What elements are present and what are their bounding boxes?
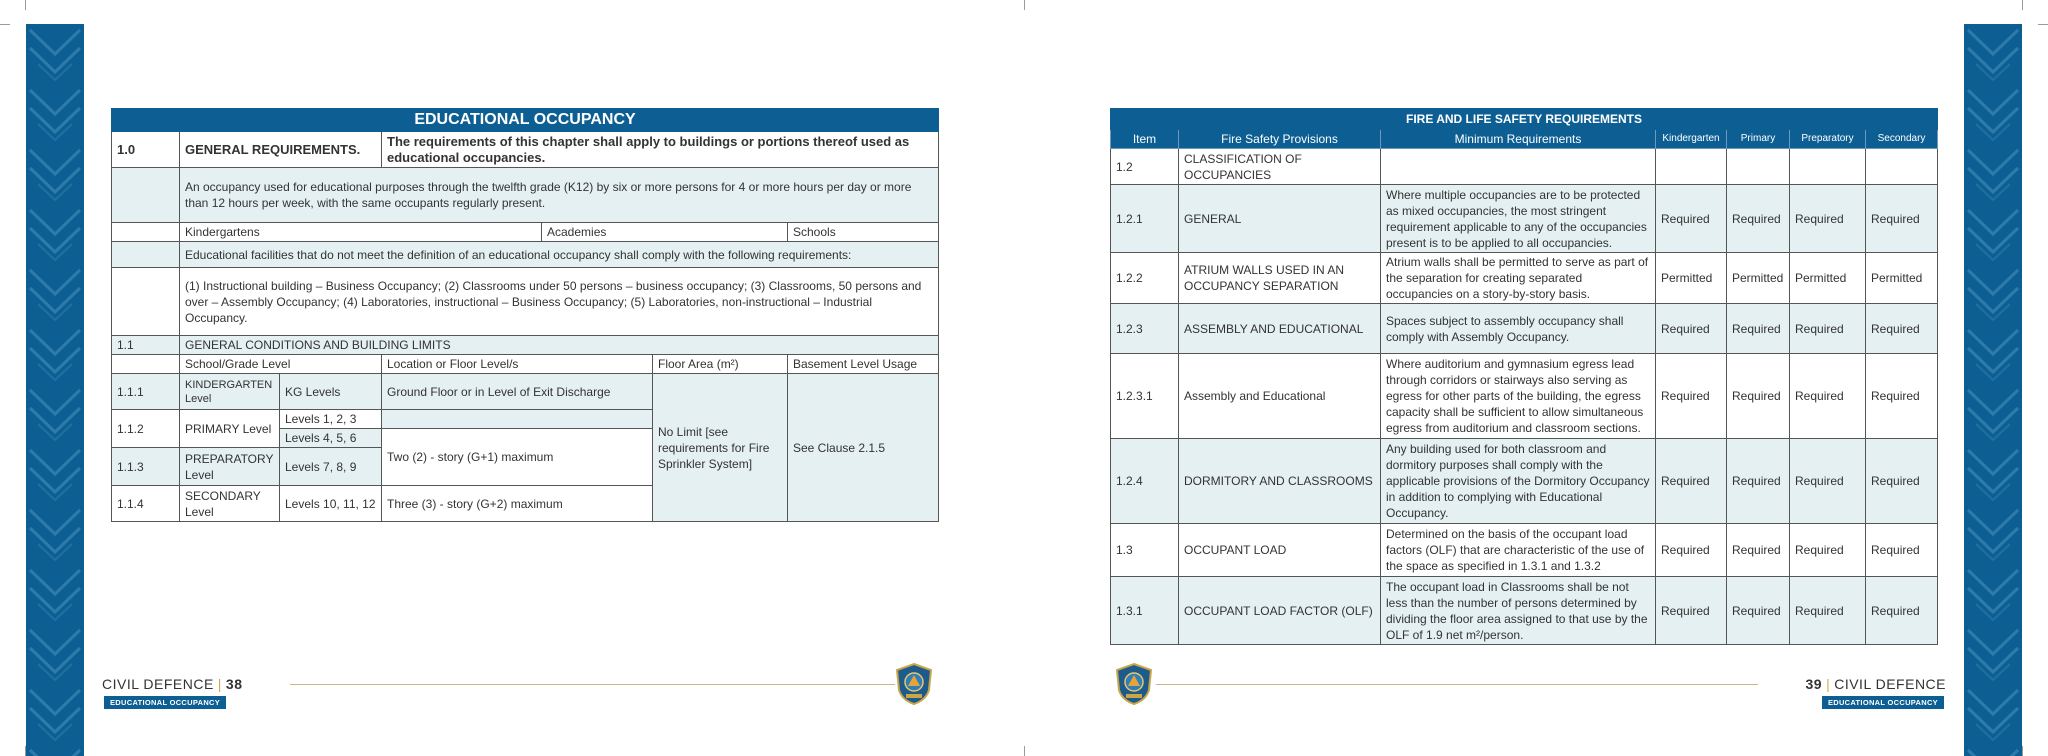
empty-cell bbox=[112, 242, 180, 268]
row-number: 1.1.2 bbox=[112, 410, 180, 448]
column-header: School/Grade Level bbox=[180, 355, 382, 374]
civil-defence-emblem-icon bbox=[894, 662, 934, 706]
item-number: 1.2.3.1 bbox=[1111, 354, 1179, 439]
brand-separator: | bbox=[1826, 676, 1831, 692]
requirement: Any building used for both classroom and dormitory purposes shall comply with the applicable provisions of the Dormitory Occupancy in addition to complying with Educational Occupancy. bbox=[1381, 439, 1656, 524]
item-number: 1.2.2 bbox=[1111, 253, 1179, 304]
level-name: KINDERGARTEN Level bbox=[180, 374, 280, 410]
left-decorative-band bbox=[26, 24, 84, 756]
kindergarten-value: Required bbox=[1656, 577, 1727, 645]
provision: DORMITORY AND CLASSROOMS bbox=[1179, 439, 1381, 524]
preparatory-value: Required bbox=[1790, 577, 1866, 645]
secondary-value: Required bbox=[1866, 524, 1938, 577]
crop-mark bbox=[0, 24, 10, 25]
page-number: 39 bbox=[1805, 676, 1823, 692]
preparatory-value: Required bbox=[1790, 185, 1866, 253]
table-title: EDUCATIONAL OCCUPANCY bbox=[112, 109, 939, 132]
section-heading: GENERAL REQUIREMENTS. bbox=[180, 132, 382, 168]
column-header: Primary bbox=[1727, 130, 1790, 149]
row-number: 1.1.1 bbox=[112, 374, 180, 410]
crop-mark bbox=[2022, 746, 2023, 756]
empty-cell bbox=[112, 223, 180, 242]
item-number: 1.2 bbox=[1111, 149, 1179, 185]
requirement: Spaces subject to assembly occupancy shall comply with Assembly Occupancy. bbox=[1381, 304, 1656, 354]
grade-levels: Levels 1, 2, 3 bbox=[280, 410, 382, 429]
preparatory-value: Required bbox=[1790, 304, 1866, 354]
requirement: The occupant load in Classrooms shall be not less than the number of persons determined by dividing the floor area assigned to that use by the OLF of 1.9 net m²/person. bbox=[1381, 577, 1656, 645]
secondary-value: Required bbox=[1866, 354, 1938, 439]
kindergarten-value bbox=[1656, 149, 1727, 185]
primary-value: Permitted bbox=[1727, 253, 1790, 304]
footer-brand-left bbox=[102, 676, 243, 692]
primary-value: Required bbox=[1727, 577, 1790, 645]
brand-name: CIVIL DEFENCE bbox=[1834, 676, 1946, 692]
primary-value: Required bbox=[1727, 354, 1790, 439]
level-name: PREPARATORY Level bbox=[180, 448, 280, 486]
item-number: 1.3 bbox=[1111, 524, 1179, 577]
floor-location: Two (2) - story (G+1) maximum bbox=[382, 429, 653, 486]
table-title: FIRE AND LIFE SAFETY REQUIREMENTS bbox=[1111, 109, 1938, 130]
empty-cell bbox=[112, 268, 180, 336]
provision: ATRIUM WALLS USED IN AN OCCUPANCY SEPARATION bbox=[1179, 253, 1381, 304]
crop-mark bbox=[25, 0, 26, 10]
requirement: Where multiple occupancies are to be protected as mixed occupancies, the most stringent requirement applicable to any of the occupancies present is to be applied to all occupancies. bbox=[1381, 185, 1656, 253]
column-header: Secondary bbox=[1866, 130, 1938, 149]
crop-mark bbox=[1024, 0, 1025, 10]
type-kindergartens: Kindergartens bbox=[180, 223, 542, 242]
kindergarten-value: Required bbox=[1656, 439, 1727, 524]
kindergarten-value: Required bbox=[1656, 304, 1727, 354]
preparatory-value: Required bbox=[1790, 354, 1866, 439]
column-header: Basement Level Usage bbox=[788, 355, 939, 374]
column-header: Location or Floor Level/s bbox=[382, 355, 653, 374]
requirement: Determined on the basis of the occupant load factors (OLF) that are characteristic of the use of the space as specified in 1.3.1 and 1.3.2 bbox=[1381, 524, 1656, 577]
provision: Assembly and Educational bbox=[1179, 354, 1381, 439]
footer-brand-right bbox=[1806, 676, 1947, 692]
item-number: 1.2.3 bbox=[1111, 304, 1179, 354]
primary-value: Required bbox=[1727, 304, 1790, 354]
floor-area: No Limit [see requirements for Fire Sprinkler System] bbox=[653, 374, 788, 522]
preparatory-value bbox=[1790, 149, 1866, 185]
level-name: SECONDARY Level bbox=[180, 486, 280, 522]
item-number: 1.2.4 bbox=[1111, 439, 1179, 524]
type-academies: Academies bbox=[542, 223, 788, 242]
crop-mark bbox=[1024, 746, 1025, 756]
column-header: Kindergarten bbox=[1656, 130, 1727, 149]
grade-levels: Levels 10, 11, 12 bbox=[280, 486, 382, 522]
right-decorative-band bbox=[1964, 24, 2022, 756]
educational-occupancy-table bbox=[111, 108, 939, 522]
primary-value: Required bbox=[1727, 524, 1790, 577]
section-statement: The requirements of this chapter shall apply to buildings or portions thereof used as educational occupancies. bbox=[382, 132, 939, 168]
provision: ASSEMBLY AND EDUCATIONAL bbox=[1179, 304, 1381, 354]
occupancy-definition: An occupancy used for educational purposes through the twelfth grade (K12) by six or more persons for 4 or more hours per day or more than 12 hours per week, with the same occupants regularly present. bbox=[180, 168, 939, 223]
primary-value: Required bbox=[1727, 185, 1790, 253]
column-header: Floor Area (m²) bbox=[653, 355, 788, 374]
requirement: Atrium walls shall be permitted to serve as part of the separation for creating separated occupancies on a story-by-story basis. bbox=[1381, 253, 1656, 304]
brand-separator: | bbox=[217, 676, 222, 692]
requirement: Where auditorium and gymnasium egress lead through corridors or stairways also serving as egress for other parts of the building, the egress capacity shall be sufficient to allow simultaneous egress from auditorium and classroom sections. bbox=[1381, 354, 1656, 439]
footer-chip-right: EDUCATIONAL OCCUPANCY bbox=[1822, 696, 1944, 709]
grade-levels: KG Levels bbox=[280, 374, 382, 410]
non-educational-list: (1) Instructional building – Business Occupancy; (2) Classrooms under 50 persons – business occupancy; (3) Classrooms, 50 persons and over – Assembly Occupancy; (4) Laboratories, instructional – Business Occupancy; (5) Laboratories, non-instructional – Industrial Occupancy. bbox=[180, 268, 939, 336]
basement-usage: See Clause 2.1.5 bbox=[788, 374, 939, 522]
crop-mark bbox=[2022, 0, 2023, 10]
preparatory-value: Required bbox=[1790, 524, 1866, 577]
row-number: 1.1.3 bbox=[112, 448, 180, 486]
section-label: GENERAL CONDITIONS AND BUILDING LIMITS bbox=[180, 336, 939, 355]
primary-value bbox=[1727, 149, 1790, 185]
secondary-value: Permitted bbox=[1866, 253, 1938, 304]
kindergarten-value: Required bbox=[1656, 524, 1727, 577]
level-name: PRIMARY Level bbox=[180, 410, 280, 448]
requirement bbox=[1381, 149, 1656, 185]
item-number: 1.3.1 bbox=[1111, 577, 1179, 645]
secondary-value: Required bbox=[1866, 185, 1938, 253]
kindergarten-value: Required bbox=[1656, 185, 1727, 253]
fire-life-safety-table bbox=[1110, 108, 1938, 645]
crop-mark bbox=[2038, 24, 2048, 25]
type-schools: Schools bbox=[788, 223, 939, 242]
floor-location: Ground Floor or in Level of Exit Discharge bbox=[382, 374, 653, 410]
row-number: 1.1.4 bbox=[112, 486, 180, 522]
footer-divider-right bbox=[1156, 684, 1758, 685]
secondary-value: Required bbox=[1866, 577, 1938, 645]
secondary-value: Required bbox=[1866, 439, 1938, 524]
non-educational-intro: Educational facilities that do not meet the definition of an educational occupancy shall comply with the following requirements: bbox=[180, 242, 939, 268]
item-number: 1.2.1 bbox=[1111, 185, 1179, 253]
preparatory-value: Required bbox=[1790, 439, 1866, 524]
secondary-value: Required bbox=[1866, 304, 1938, 354]
provision: OCCUPANT LOAD FACTOR (OLF) bbox=[1179, 577, 1381, 645]
preparatory-value: Permitted bbox=[1790, 253, 1866, 304]
empty-cell bbox=[382, 410, 653, 429]
footer-divider-left bbox=[290, 684, 895, 685]
provision: CLASSIFICATION OF OCCUPANCIES bbox=[1179, 149, 1381, 185]
primary-value: Required bbox=[1727, 439, 1790, 524]
column-header: Minimum Requirements bbox=[1381, 130, 1656, 149]
grade-levels: Levels 7, 8, 9 bbox=[280, 448, 382, 486]
empty-cell bbox=[112, 355, 180, 374]
footer-chip-left: EDUCATIONAL OCCUPANCY bbox=[104, 696, 226, 709]
page-number: 38 bbox=[225, 676, 243, 692]
kindergarten-value: Permitted bbox=[1656, 253, 1727, 304]
provision: OCCUPANT LOAD bbox=[1179, 524, 1381, 577]
empty-cell bbox=[112, 168, 180, 223]
section-number: 1.1 bbox=[112, 336, 180, 355]
column-header: Item bbox=[1111, 130, 1179, 149]
secondary-value bbox=[1866, 149, 1938, 185]
civil-defence-emblem-icon bbox=[1114, 662, 1154, 706]
grade-levels: Levels 4, 5, 6 bbox=[280, 429, 382, 448]
column-header: Preparatory bbox=[1790, 130, 1866, 149]
provision: GENERAL bbox=[1179, 185, 1381, 253]
floor-location: Three (3) - story (G+2) maximum bbox=[382, 486, 653, 522]
section-number: 1.0 bbox=[112, 132, 180, 168]
kindergarten-value: Required bbox=[1656, 354, 1727, 439]
brand-name: CIVIL DEFENCE bbox=[102, 676, 214, 692]
column-header: Fire Safety Provisions bbox=[1179, 130, 1381, 149]
